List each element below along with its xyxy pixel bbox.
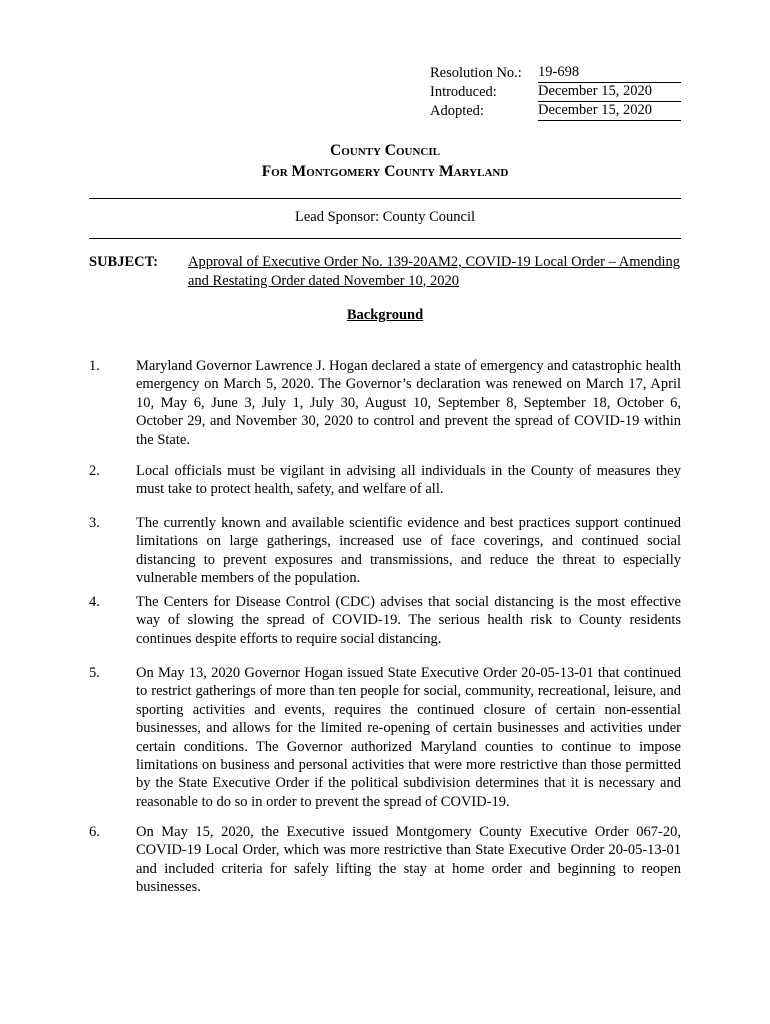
paragraph-text: Maryland Governor Lawrence J. Hogan declared a state of emergency and catastrophic health emergency on March 5, 2020. The Governor’s declaration was renewed on March 17, April 10, May 6, June 3, July 1, July 30, August 10, September 8, September 18, October 6, October 29, and November 30, 2020 to control and prevent the spread of COVID-19 within the State.: [136, 358, 681, 448]
paragraph-6: [89, 823, 681, 897]
paragraph-number: 3.: [89, 515, 100, 531]
introduced-label: Introduced:: [430, 84, 497, 100]
paragraph-2: [89, 462, 681, 499]
resolution-info: [430, 64, 681, 121]
introduced-row: [430, 83, 681, 102]
introduced-value: December 15, 2020: [538, 82, 681, 102]
paragraph-5: [89, 664, 681, 811]
subject-text: Approval of Executive Order No. 139-20AM2, COVID-19 Local Order – Amending and Restating Order dated November 10, 2020: [188, 254, 680, 289]
paragraph-1: [89, 357, 681, 449]
adopted-label: Adopted:: [430, 103, 484, 119]
paragraph-number: 1.: [89, 358, 100, 374]
paragraph-number: 2.: [89, 463, 100, 479]
paragraph-text: The Centers for Disease Control (CDC) advises that social distancing is the most effective way of slowing the spread of COVID-19. The serious health risk to County residents continues despite efforts to require social distancing.: [136, 594, 681, 647]
paragraph-text: On May 15, 2020, the Executive issued Montgomery County Executive Order 067-20, COVID-19 Local Order, which was more restrictive than State Executive Order 20-05-13-01 and included criteria for safely lifting the stay at home order and beginning to reopen businesses.: [136, 824, 681, 896]
paragraph-number: 5.: [89, 665, 100, 681]
lead-sponsor: Lead Sponsor: County Council: [294, 209, 476, 225]
paragraph-text: The currently known and available scientific evidence and best practices support continued limitations on large gatherings, increased use of face coverings, and continued social distancing to prevent exposures and transmissions, and reduce the threat to especially vulnerable members of the population.: [136, 515, 681, 587]
resolution-number-row: [430, 64, 681, 83]
council-title-line1: County Council: [330, 142, 440, 159]
council-title-line2: For Montgomery County Maryland: [261, 163, 509, 180]
bottom-divider: [89, 238, 681, 239]
top-divider: [89, 198, 681, 199]
paragraph-number: 6.: [89, 824, 100, 840]
subject-label: SUBJECT:: [89, 254, 159, 270]
background-heading: Background: [346, 307, 424, 323]
resolution-number-value: 19-698: [538, 63, 681, 83]
adopted-value: December 15, 2020: [538, 101, 681, 121]
paragraph-number: 4.: [89, 594, 100, 610]
adopted-row: [430, 102, 681, 121]
paragraph-3: [89, 514, 681, 588]
paragraph-text: Local officials must be vigilant in advising all individuals in the County of measures they must take to protect health, safety, and welfare of all.: [136, 463, 681, 498]
paragraph-text: On May 13, 2020 Governor Hogan issued State Executive Order 20-05-13-01 that continued to restrict gatherings of more than ten people for social, community, recreational, leisure, and sporting activities and events, requires the continued closure of certain non-essential businesses, and allows for the limited re-opening of certain businesses and activities under certain conditions. The Governor authorized Maryland counties to continue to impose limitations on business and personal activities that were more restrictive than those permitted by the State Executive Order if the political subdivision determines that it is necessary and reasonable to do so in order to prevent the spread of COVID-19.: [136, 665, 681, 810]
paragraph-4: [89, 593, 681, 648]
resolution-number-label: Resolution No.:: [430, 65, 522, 81]
